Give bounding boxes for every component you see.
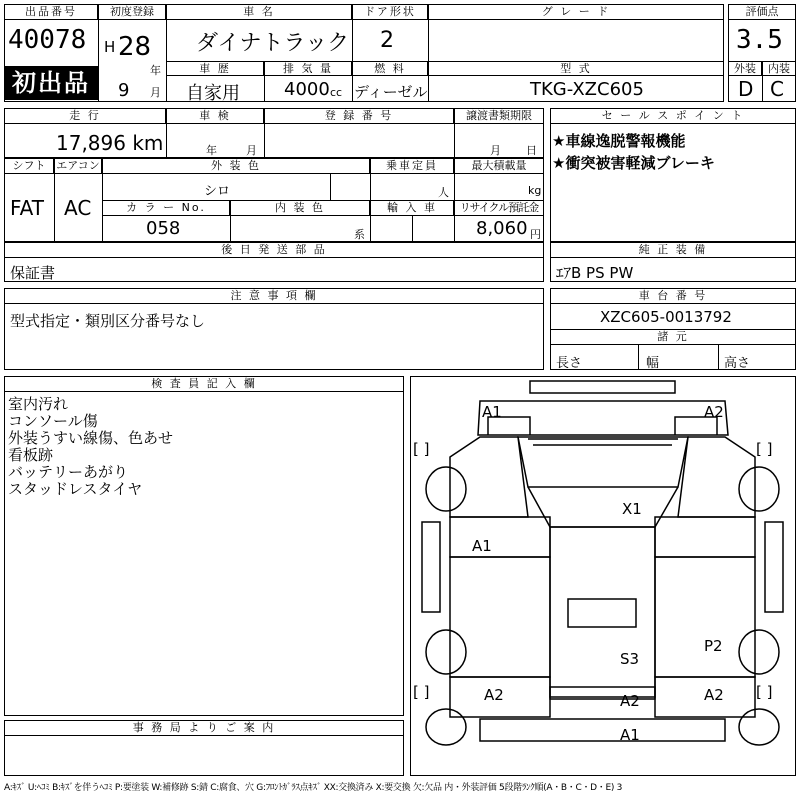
- sales-point-2: ★衝突被害軽減ブレーキ: [552, 154, 715, 172]
- load-label: 最大積載量: [454, 158, 544, 174]
- sales-points-label: セ ー ル ス ポ イ ン ト: [550, 108, 796, 124]
- model-label: 型 式: [428, 61, 724, 76]
- bracket-marker: [ ]: [756, 440, 773, 458]
- inspector-label: 検 査 員 記 入 欄: [4, 376, 404, 392]
- color-no-label: カ ラ ー No.: [102, 200, 230, 216]
- capacity-label: 乗車定員: [370, 158, 454, 174]
- fuel: ディーゼル: [354, 83, 428, 101]
- length-label: 長さ: [556, 356, 583, 371]
- inspector-note: スタッドレスタイヤ: [8, 480, 143, 498]
- mileage-label: 走 行: [4, 108, 166, 124]
- model: TKG-XZC605: [530, 79, 644, 100]
- sales-points-frame: [550, 108, 796, 242]
- truck-diagram: [410, 377, 795, 746]
- history: 自家用: [186, 83, 240, 104]
- caution-label: 注 意 事 項 欄: [4, 288, 544, 304]
- recycle-amount: 8,060: [476, 218, 528, 239]
- lot-no: 40078: [8, 25, 87, 55]
- history-label: 車 歴: [166, 61, 264, 76]
- exterior-label: 外装: [728, 61, 762, 76]
- bracket-marker: [ ]: [756, 683, 773, 701]
- bracket-marker: [ ]: [413, 440, 430, 458]
- interior-label: 内装: [762, 61, 796, 76]
- month-unit: 月: [150, 86, 161, 99]
- exterior-grade: D: [738, 77, 754, 101]
- shift-label: シフト: [4, 158, 54, 174]
- int-color-label: 内 装 色: [230, 200, 370, 216]
- import-label: 輸 入 車: [370, 200, 454, 216]
- door-label: ドア形状: [352, 4, 428, 20]
- bracket-marker: [ ]: [413, 683, 430, 701]
- legend: A:ｷｽﾞ U:ﾍｺﾐ B:ｷｽﾞを伴うﾍｺﾐ P:要塗装 W:補修跡 S:錆 C:腐食、穴 G:ﾌﾛﾝﾄｶﾞﾗｽ点ｷｽﾞ XX:交換済み X:要交換 欠:欠品 内・外装評価 5段階ﾗﾝｸ順(A・B・C・D・E) 3: [4, 783, 623, 793]
- era: H: [104, 38, 116, 56]
- displacement-unit: cc: [330, 86, 343, 99]
- inspector-note: 看板跡: [8, 446, 54, 464]
- reg-no-label: 登 録 番 号: [264, 108, 454, 124]
- dims-label: 諸 元: [550, 329, 796, 345]
- height-label: 高さ: [724, 356, 751, 371]
- equipment-label: 純 正 装 備: [550, 242, 796, 258]
- score: 3.5: [736, 25, 783, 55]
- damage-mark: S3: [620, 650, 640, 668]
- office-label: 事 務 局 よ り ご 案 内: [4, 720, 404, 736]
- fuel-label: 燃 料: [352, 61, 428, 76]
- mileage: 17,896 km: [56, 131, 164, 155]
- chassis-number: XZC605-0013792: [600, 308, 732, 326]
- ext-color-label: 外 装 色: [102, 158, 370, 174]
- first-reg-label: 初度登録: [98, 4, 166, 20]
- transfer-label: 譲渡書類期限: [454, 108, 544, 124]
- damage-mark: X1: [622, 500, 642, 518]
- inspector-note: バッテリーあがり: [8, 463, 129, 481]
- load-unit: kg: [528, 184, 542, 197]
- color-no: 058: [146, 218, 181, 239]
- equipment: ｴｱB PS PW: [556, 264, 634, 282]
- name-label: 車 名: [166, 4, 352, 20]
- damage-mark: A2: [620, 692, 640, 710]
- grade-label: グ レ ー ド: [428, 4, 724, 20]
- displacement-label: 排 気 量: [264, 61, 352, 76]
- damage-mark: P2: [704, 637, 723, 655]
- inspection-month: 月: [246, 144, 257, 157]
- damage-mark: A2: [704, 686, 724, 704]
- damage-mark: A2: [484, 686, 504, 704]
- damage-mark: A1: [482, 403, 502, 421]
- displacement: 4000: [284, 79, 330, 100]
- damage-mark: A1: [472, 537, 492, 555]
- interior-grade: C: [770, 77, 784, 101]
- transfer-month: 月: [490, 144, 501, 157]
- transfer-day: 日: [526, 144, 537, 157]
- width-label: 幅: [646, 356, 660, 371]
- ac: AC: [64, 196, 92, 220]
- score-label: 評価点: [728, 4, 796, 20]
- car-name: ダイナトラック: [196, 31, 350, 56]
- int-color-unit: 系: [354, 228, 365, 241]
- first-reg-month: 9: [118, 80, 130, 101]
- inspection-label: 車 検: [166, 108, 264, 124]
- damage-mark: A2: [704, 403, 724, 421]
- sales-point-1: ★車線逸脱警報機能: [552, 132, 686, 150]
- ac-label: エアコン: [54, 158, 102, 174]
- first-reg-year: 28: [118, 32, 152, 62]
- damage-mark: A1: [620, 726, 640, 744]
- recycle-unit: 円: [530, 228, 541, 241]
- year-unit: 年: [150, 64, 161, 77]
- later-parts-label: 後 日 発 送 部 品: [4, 242, 544, 258]
- later-parts: 保証書: [10, 264, 56, 282]
- chassis-label: 車 台 番 号: [550, 288, 796, 304]
- inspector-note: コンソール傷: [8, 412, 98, 430]
- inspector-note: 外装うすい線傷、色あせ: [8, 429, 174, 447]
- door: 2: [380, 28, 394, 53]
- shift: FAT: [10, 196, 45, 220]
- capacity-unit: 人: [438, 186, 449, 199]
- lot-no-label: 出品番号: [4, 4, 98, 20]
- ext-color: シロ: [204, 184, 231, 199]
- inspection-year: 年: [206, 144, 217, 157]
- recycle-label: リサイクル預託金: [454, 200, 544, 216]
- inspector-note: 室内汚れ: [8, 395, 69, 413]
- first-listing-badge: 初出品: [4, 66, 98, 100]
- caution: 型式指定・類別区分番号なし: [10, 312, 206, 330]
